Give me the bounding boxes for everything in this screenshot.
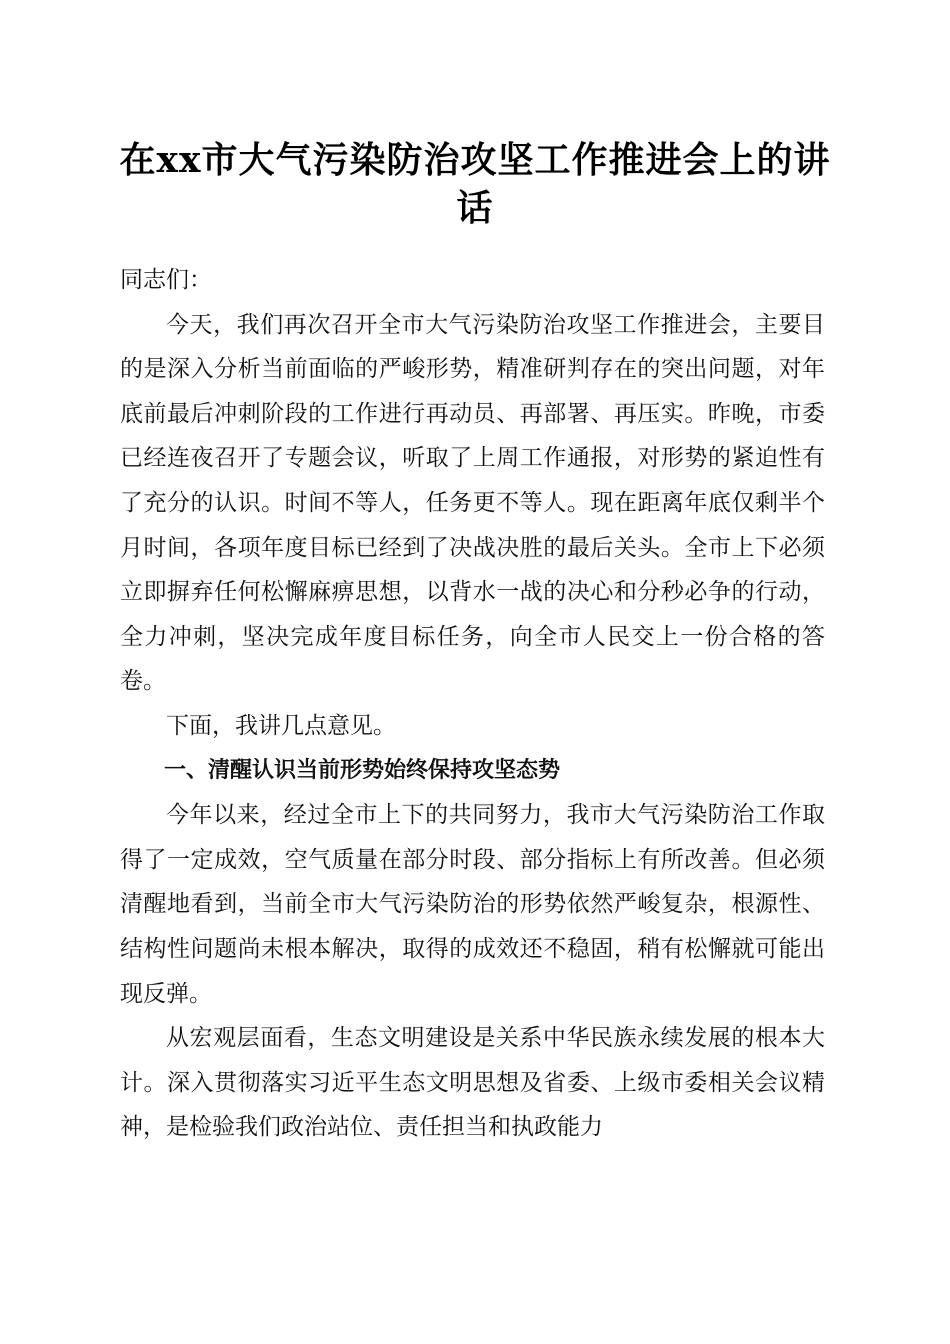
paragraph-intro: 今天，我们再次召开全市大气污染防治攻坚工作推进会，主要目的是深入分析当前面临的严峻形势，精准研判存在的突出问题，对年底前最后冲刺阶段的工作进行再动员、再部署、再压实。昨晚，市委已经连夜召开了专题会议，听取了上周工作通报，对形势的紧迫性有了充分的认识。时间不等人，任务更不等人。现在距离年底仅剩半个月时间，各项年度目标已经到了决战决胜的最后关头。全市上下必须立即摒弃任何松懈麻痹思想，以背水一战的决心和分秒必争的行动，全力冲刺，坚决完成年度目标任务，向全市人民交上一份合格的答卷。 [120,311,825,695]
section1-paragraph-1: 今年以来，经过全市上下的共同努力，我市大气污染防治工作取得了一定成效，空气质量在部分时段、部分指标上有所改善。但必须清醒地看到，当前全市大气污染防治的形势依然严峻复杂，根源性、结构性问题尚未根本解决，取得的成效还不稳固，稍有松懈就可能出现反弹。 [120,802,825,1007]
salutation: 同志们： [120,267,212,293]
paragraph-transition: 下面，我讲几点意见。 [166,712,396,739]
document-title: 在xx市大气污染防治攻坚工作推进会上的讲话 [119,139,831,229]
section-heading-1: 一、清醒认识当前形势始终保持攻坚态势 [164,757,561,783]
document-body [120,258,825,1150]
section1-paragraph-2: 从宏观层面看，生态文明建设是关系中华民族永续发展的根本大计。深入贯彻落实习近平生态文明思想及省委、上级市委相关会议精神，是检验我们政治站位、责任担当和执政能力 [120,1025,825,1141]
